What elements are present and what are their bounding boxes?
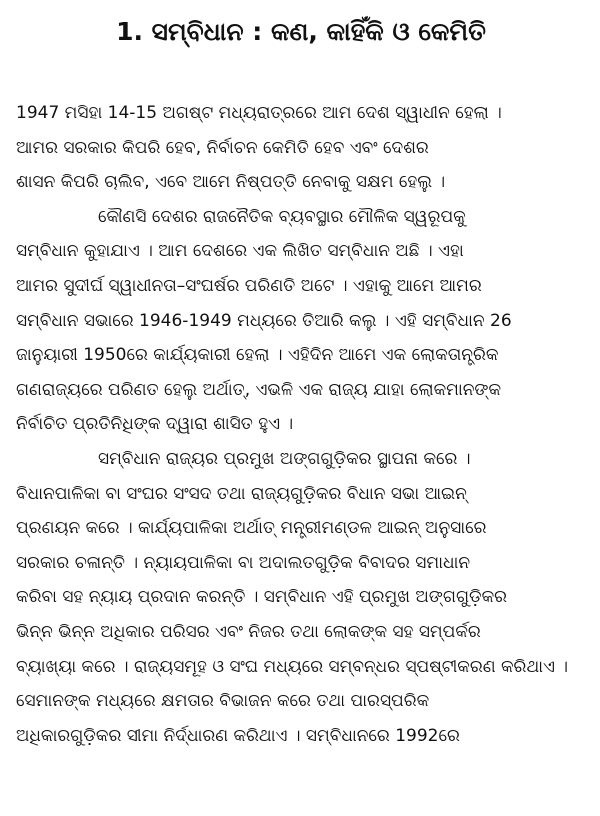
text-line: ସମ୍ବିଧାନ ରାଜ୍ୟର ପ୍ରମୁଖ ଅଙ୍ଗଗୁଡ଼ିକର ସ୍ଥାପନା କରେ । [98,448,471,469]
text-line: ଆମର ସୁଦୀର୍ଘ ସ୍ୱାଧୀନତା–ସଂଘର୍ଷର ପରିଣତି ଅଟେ । ଏହାକୁ ଆମେ ଆମର [16,275,482,296]
text-line: ସମ୍ବିଧାନ କୁହାଯାଏ । ଆମ ଦେଶରେ ଏକ ଲିଖିତ ସମ୍ବିଧାନ ଅଛି । ଏହା [16,241,464,262]
text-line: ଭିନ୍ନ ଭିନ୍ନ ଅଧିକାର ପରିସର ଏବଂ ନିଜର ତଥା ଲୋକଙ୍କ ସହ ସମ୍ପର୍କର [16,621,481,642]
text-line: ଅଧିକାରଗୁଡ଼ିକର ସୀମା ନିର୍ଦ୍ଧାରଣ କରିଥାଏ । ସମ୍ବିଧାନରେ 1992ରେ [16,725,460,746]
text-line: ସେମାନଙ୍କ ମଧ୍ୟରେ କ୍ଷମତାର ବିଭାଜନ କରେ ତଥା ପାରସ୍ପରିକ [16,691,430,712]
paragraph [16,96,586,200]
text-line: ସମ୍ବିଧାନ ସଭାରେ 1946-1949 ମଧ୍ୟରେ ତିଆରି କଲୁ । ଏହି ସମ୍ବିଧାନ 26 [16,310,512,331]
text-line: ସରକାର ଚଳାନ୍ତି । ନ୍ୟାୟପାଳିକା ବା ଅଦାଲତଗୁଡ଼ିକ ବିବାଦର ସମାଧାନ [16,552,471,573]
text-line: ଶାସନ କିପରି ଚାଲିବ, ଏବେ ଆମେ ନିଷ୍ପତ୍ତି ନେବାକୁ ସକ୍ଷମ ହେଲୁ । [16,172,446,193]
paragraph [16,442,586,753]
text-line: ବ୍ୟାଖ୍ୟା କରେ । ରାଜ୍ୟସମୂହ ଓ ସଂଘ ମଧ୍ୟରେ ସମ୍ବନ୍ଧର ସ୍ପଷ୍ଟୀକରଣ କରିଥାଏ । [16,656,569,677]
text-line: ଜାନୁୟାରୀ 1950ରେ କାର୍ଯ୍ୟକାରୀ ହେଲା । ଏହିଦିନ ଆମେ ଏକ ଲୋକତାନ୍ତ୍ରିକ [16,345,499,366]
text-line: କରିବା ସହ ନ୍ୟାୟ ପ୍ରଦାନ କରନ୍ତି । ସମ୍ବିଧାନ ଏହି ପ୍ରମୁଖ ଅଙ୍ଗଗୁଡ଼ିକର [16,587,508,608]
text-line: ପ୍ରଣୟନ କରେ । କାର୍ଯ୍ୟପାଳିକା ଅର୍ଥାତ୍ ମନ୍ତ୍ରୀମଣ୍ଡଳ ଆଇନ୍ ଅନୁସାରେ [16,518,487,539]
chapter-title: 1. ସମ୍ବିଧାନ : କଣ, କାହିଁକି ଓ କେମିତି [116,17,486,46]
text-line: ଗଣରାଜ୍ୟରେ ପରିଣତ ହେଲୁ ଅର୍ଥାତ୍, ଏଭଳି ଏକ ରାଜ୍ୟ ଯାହା ଲୋକମାନଙ୍କ [16,379,502,400]
text-line: ନିର୍ବାଚିତ ପ୍ରତିନିଧିଙ୍କ ଦ୍ୱାରା ଶାସିତ ହୁଏ । [16,414,294,435]
text-line: 1947 ମସିହା 14-15 ଅଗଷ୍ଟ ମଧ୍ୟରାତ୍ରରେ ଆମ ଦେଶ ସ୍ୱାଧୀନ ହେଲା । [16,103,502,123]
text-line: କୌଣସି ଦେଶର ରାଜନୈତିକ ବ୍ୟବସ୍ଥାର ମୌଳିକ ସ୍ୱରୂପକୁ [98,206,466,227]
text-line: ଆମର ସରକାର କିପରି ହେବ, ନିର୍ବାଚନ କେମିତି ହେବ ଏବଂ ଦେଶର [16,137,429,158]
text-line: ବିଧାନପାଳିକା ବା ସଂଘର ସଂସଦ ତଥା ରାଜ୍ୟଗୁଡ଼ିକର ବିଧାନ ସଭା ଆଇନ୍ [16,483,467,504]
body-text [16,96,586,753]
paragraph [16,200,586,442]
